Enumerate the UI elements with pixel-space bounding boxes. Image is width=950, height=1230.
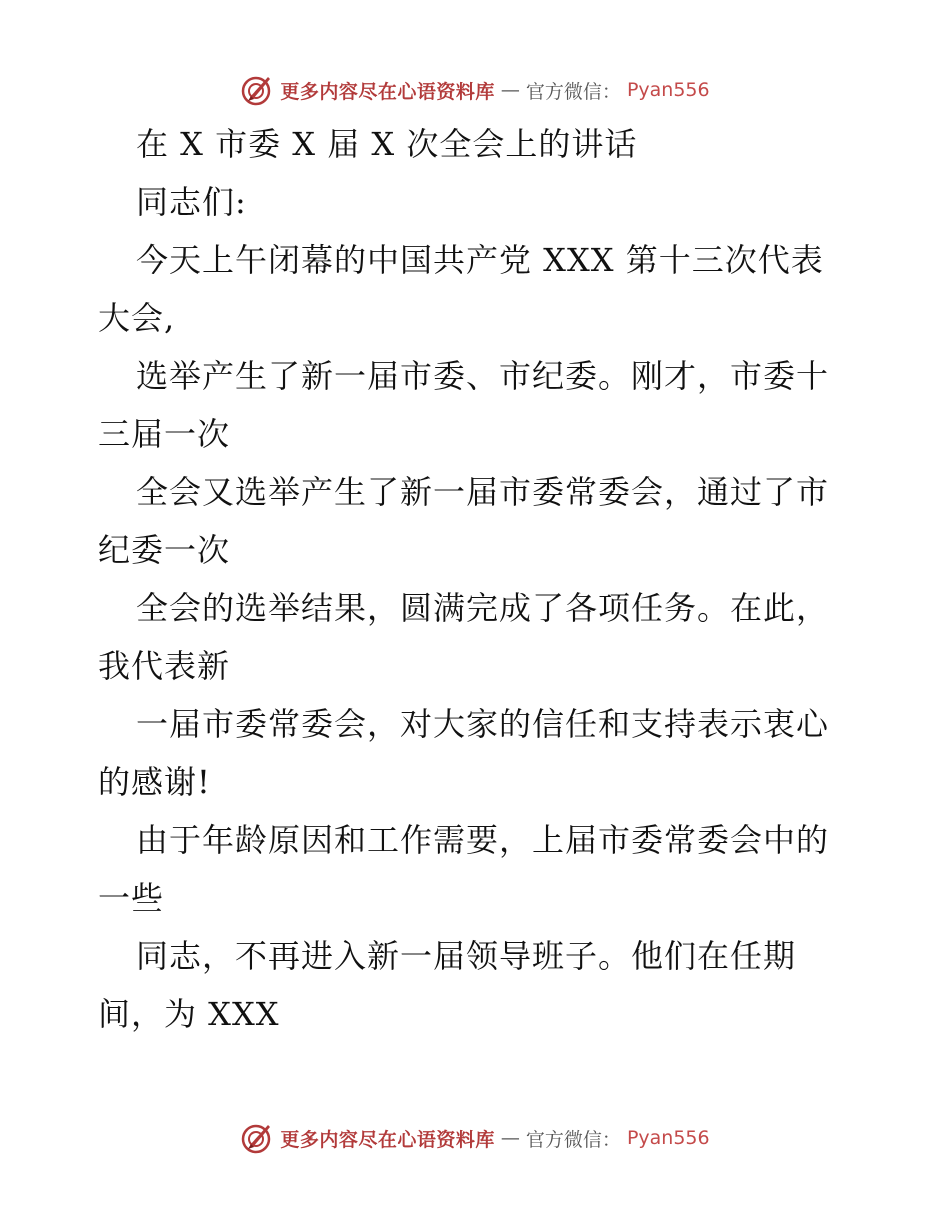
text-line: 全会的选举结果，圆满完成了各项任务。在此， — [136, 589, 830, 627]
watermark-wechat-id: Pyan556 — [626, 79, 710, 101]
document-title: 在 X 市委 X 届 X 次全会上的讲话 — [136, 125, 638, 163]
watermark-wechat-label: 官方微信： — [525, 1128, 621, 1151]
text-line: 由于年龄原因和工作需要，上届市委常委会中的 — [136, 821, 830, 859]
footer-watermark — [0, 1118, 950, 1158]
text-line: 全会又选举产生了新一届市委常委会，通过了市 — [136, 473, 830, 511]
text-line: 的感谢! — [98, 763, 211, 801]
text-line: 一届市委常委会，对大家的信任和支持表示衷心 — [136, 705, 830, 743]
text-line: 选举产生了新一届市委、市纪委。刚才，市委十 — [136, 357, 830, 395]
watermark-separator: — — [500, 79, 520, 101]
text-line: 大会, — [98, 299, 176, 337]
text-line: 三届一次 — [98, 415, 231, 453]
text-line: 同志，不再进入新一届领导班子。他们在任期 — [136, 937, 797, 975]
text-line: 间，为 XXX — [98, 995, 280, 1033]
text-line: 我代表新 — [98, 647, 231, 685]
watermark-wechat-label: 官方微信： — [525, 80, 621, 103]
text-line: 今天上午闭幕的中国共产党 XXX 第十三次代表 — [136, 241, 824, 279]
salutation: 同志们: — [136, 183, 247, 221]
text-line: 一些 — [98, 879, 165, 917]
watermark-wechat-id: Pyan556 — [626, 1127, 710, 1149]
quill-logo-icon — [240, 73, 274, 107]
watermark-text: 更多内容尽在心语资料库 — [280, 1128, 495, 1151]
watermark-text: 更多内容尽在心语资料库 — [280, 80, 495, 103]
header-watermark — [0, 70, 950, 110]
text-line: 纪委一次 — [98, 531, 231, 569]
quill-logo-icon — [240, 1121, 274, 1155]
watermark-separator: — — [500, 1127, 520, 1149]
